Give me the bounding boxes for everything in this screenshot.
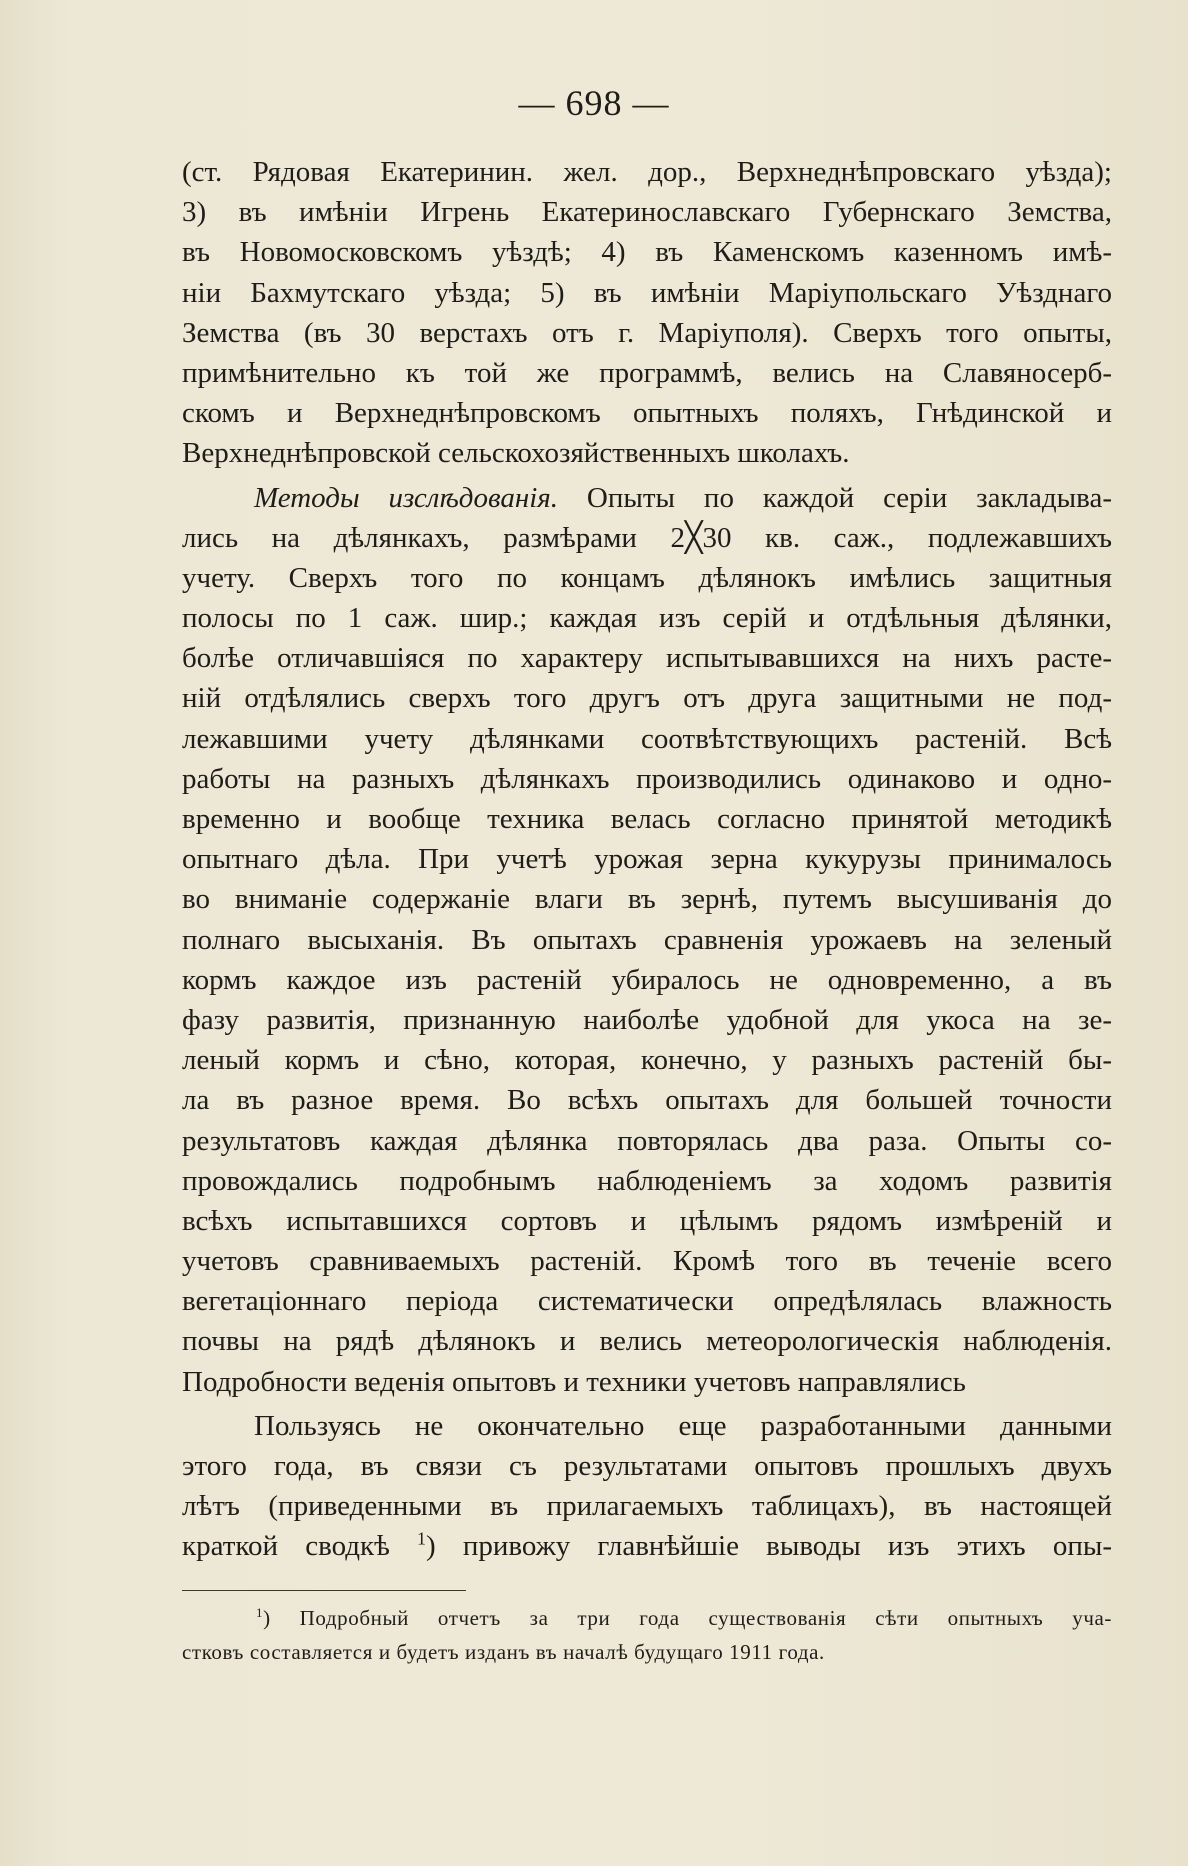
text-line: учету. Сверхъ того по концамъ дѣлянокъ имѣлись защитныя <box>182 561 1112 594</box>
text-line: примѣнительно къ той же программѣ, велись на Славяносерб- <box>182 356 1112 389</box>
section-heading: Методы изслѣдованія. <box>254 481 559 514</box>
line-text-before-footnote: краткой сводкѣ <box>182 1530 418 1563</box>
line-text-after-footnote: ) привожу главнѣйшіе выводы изъ этихъ опы- <box>426 1530 1112 1563</box>
text-line: почвы на рядѣ дѣлянокъ и велись метеорологическія наблюденія. <box>182 1325 1112 1358</box>
footnote-reference[interactable]: 1 <box>417 1528 427 1549</box>
text-line: вегетаціоннаго періода систематически опредѣлялась влажность <box>182 1285 1112 1318</box>
text-line: ній отдѣлялись сверхъ того другъ отъ друга защитными не под- <box>182 682 1112 715</box>
footnote-line: стковъ составляется и будетъ изданъ въ началѣ будущаго 1911 года. <box>182 1640 825 1664</box>
text-line: Пользуясь не окончательно еще разработанными данными <box>254 1409 1112 1442</box>
text-line: опытнаго дѣла. При учетѣ урожая зерна кукурузы принималось <box>182 843 1112 876</box>
text-line: лись на дѣлянкахъ, размѣрами 2╳30 кв. саж., подлежавшихъ <box>182 521 1112 554</box>
text-line <box>182 1526 1112 1566</box>
footnote-divider <box>182 1590 466 1591</box>
text-line: ла въ разное время. Во всѣхъ опытахъ для большей точности <box>182 1084 1112 1117</box>
body-text <box>182 152 1112 1567</box>
text-line: полнаго высыханія. Въ опытахъ сравненія урожаевъ на зеленый <box>182 923 1112 956</box>
text-line: всѣхъ испытавшихся сортовъ и цѣлымъ рядомъ измѣреній и <box>182 1204 1112 1237</box>
heading-line-rest: Опыты по каждой серіи закладыва- <box>558 481 1112 514</box>
footnote-mark: 1 <box>256 1605 264 1620</box>
text-line: во вниманіе содержаніе влаги въ зернѣ, путемъ высушиванія до <box>182 883 1112 916</box>
text-line: 3) въ имѣніи Игрень Екатеринославскаго Губернскаго Земства, <box>182 196 1112 229</box>
footnote-line <box>182 1601 1112 1635</box>
text-line: фазу развитія, признанную наиболѣе удобной для укоса на зе- <box>182 1003 1112 1036</box>
page-number: — 698 — <box>518 83 670 123</box>
text-line: Верхнеднѣпровской сельскохозяйственныхъ школахъ. <box>182 437 850 470</box>
text-line: этого года, въ связи съ результатами опытовъ прошлыхъ двухъ <box>182 1450 1112 1482</box>
text-line: учетовъ сравниваемыхъ растеній. Кромѣ того въ теченіе всего <box>182 1245 1112 1278</box>
text-line <box>182 478 1112 518</box>
text-line: Подробности веденія опытовъ и техники учетовъ направлялись <box>182 1365 966 1398</box>
text-line: полосы по 1 саж. шир.; каждая изъ серій и отдѣльныя дѣлянки, <box>182 602 1112 635</box>
text-line: леный кормъ и сѣно, которая, конечно, у разныхъ растеній бы- <box>182 1044 1112 1077</box>
text-line: лежавшими учету дѣлянками соотвѣтствующихъ растеній. Всѣ <box>182 722 1112 755</box>
text-line: временно и вообще техника велась согласно принятой методикѣ <box>182 803 1112 835</box>
text-line: работы на разныхъ дѣлянкахъ производились одинаково и одно- <box>182 762 1112 795</box>
text-line: болѣе отличавшіяся по характеру испытывавшихся на нихъ расте- <box>182 642 1112 675</box>
text-line: Земства (въ 30 верстахъ отъ г. Маріуполя). Сверхъ того опыты, <box>182 316 1112 349</box>
footnote <box>182 1601 1112 1669</box>
text-line: въ Новомосковскомъ уѣздѣ; 4) въ Каменскомъ казенномъ имѣ- <box>182 236 1112 269</box>
text-line: скомъ и Верхнеднѣпровскомъ опытныхъ поляхъ, Гнѣдинской и <box>182 397 1112 430</box>
text-line: ніи Бахмутскаго уѣзда; 5) въ имѣніи Маріупольскаго Уѣзднаго <box>182 276 1112 309</box>
text-line: кормъ каждое изъ растеній убиралось не одновременно, а въ <box>182 963 1112 996</box>
footnote-text: ) Подробный отчетъ за три года существованія сѣти опытныхъ уча- <box>263 1606 1112 1630</box>
text-line: провождались подробнымъ наблюденіемъ за ходомъ развитія <box>182 1164 1112 1197</box>
text-line: результатовъ каждая дѣлянка повторялась два раза. Опыты со- <box>182 1124 1112 1157</box>
text-line: (ст. Рядовая Екатеринин. жел. дор., Верхнеднѣпровскаго уѣзда); <box>182 156 1112 188</box>
text-line: лѣтъ (приведенными въ прилагаемыхъ таблицахъ), въ настоящей <box>182 1490 1112 1523</box>
